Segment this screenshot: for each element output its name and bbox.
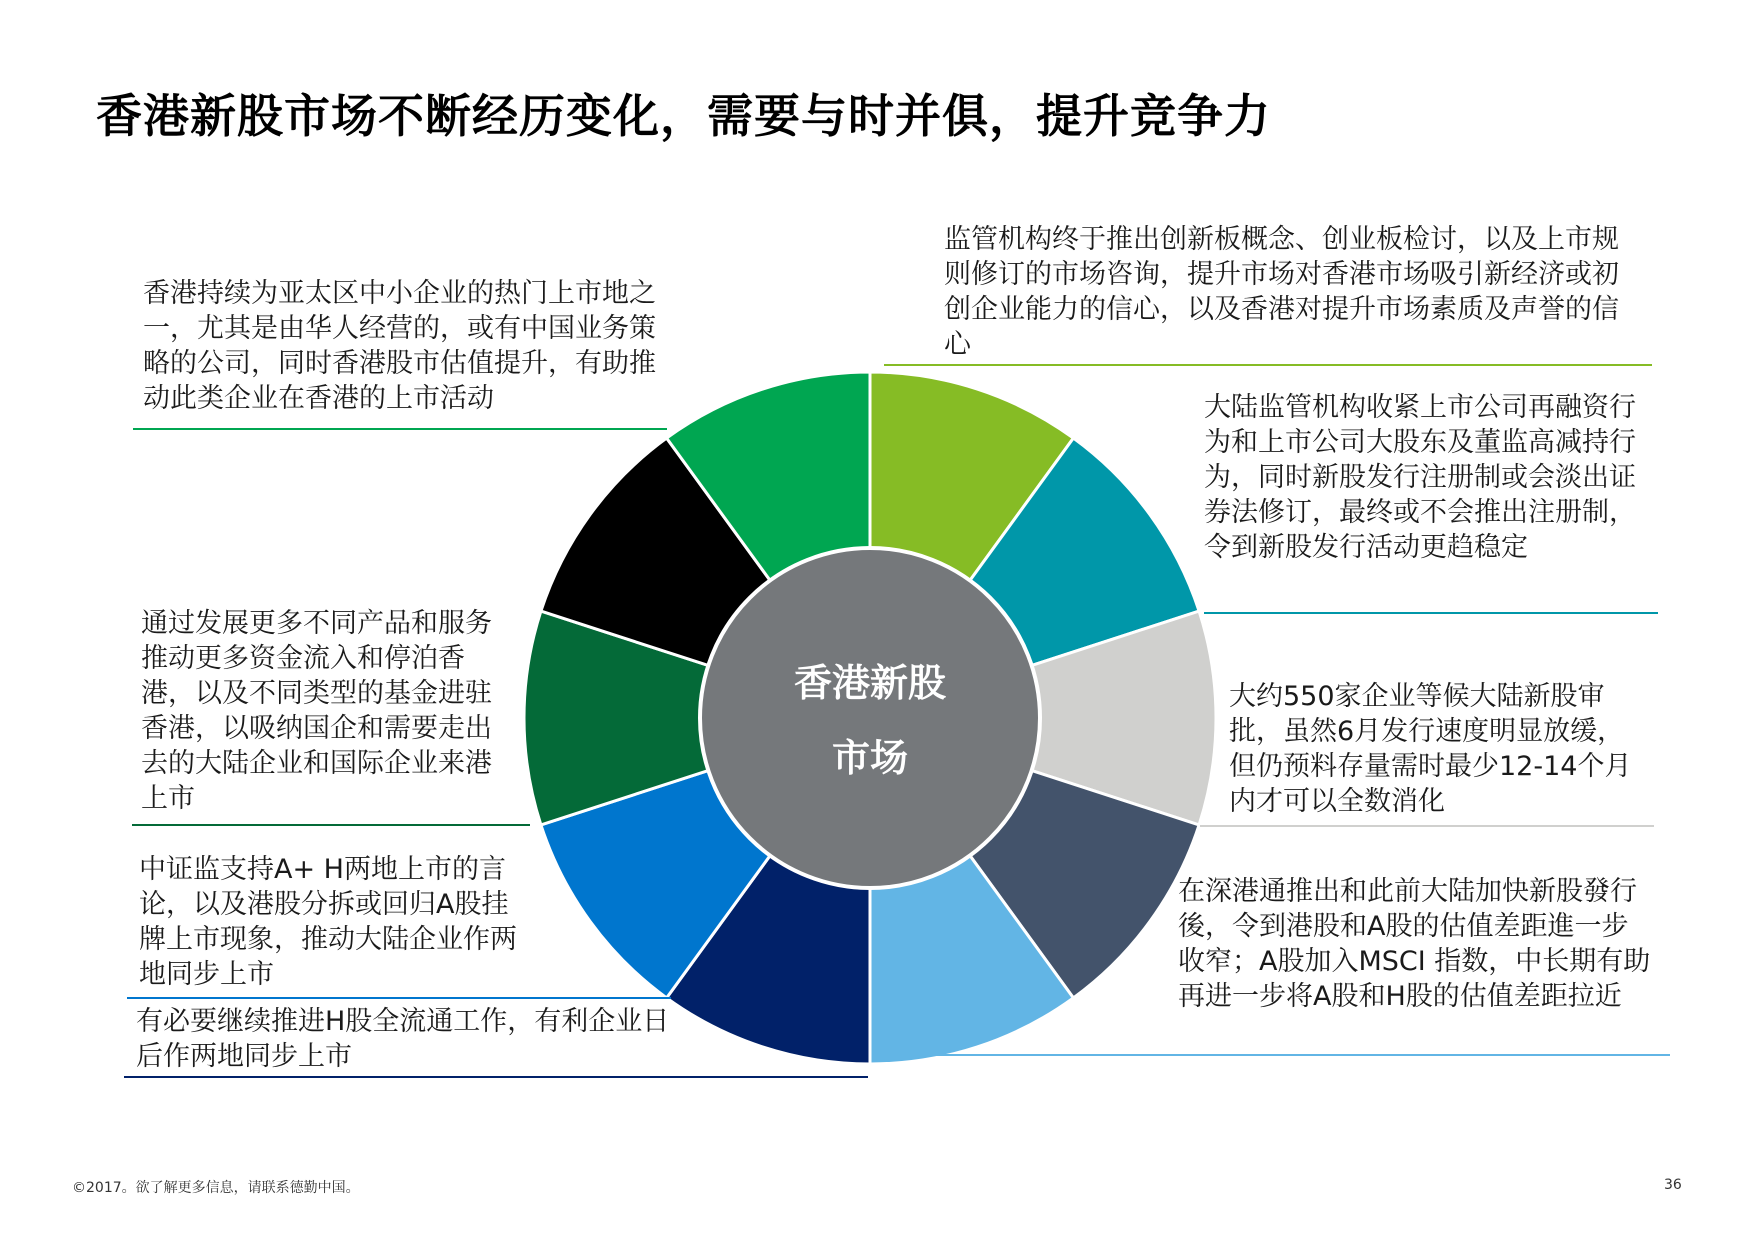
note-lower-left-rule xyxy=(127,997,671,999)
center-hub xyxy=(700,548,1040,888)
note-top-left-text: 香港持续为亚太区中小企业的热门上市地之一，尤其是由华人经营的，或有中国业务策略的公司，同时香港股市估值提升，有助推动此类企业在香港的上市活动 xyxy=(143,278,656,414)
note-bottom-right-rule xyxy=(884,1054,1670,1056)
note-top-right-rule xyxy=(884,364,1652,366)
note-bottom-left-rule xyxy=(124,1076,868,1078)
note-bottom-right xyxy=(1178,874,1652,1014)
page-title: 香港新股市场不断经历变化，需要与时并俱，提升竞争力 xyxy=(96,89,1271,143)
center-label-line1: 香港新股 xyxy=(793,661,946,705)
note-middle-left-text: 通过发展更多不同产品和服务推动更多资金流入和停泊香港，以及不同类型的基金进驻香港，以吸纳国企和需要走出去的大陆企业和国际企业来港上市 xyxy=(141,608,492,814)
note-bottom-left-text: 有必要继续推进H股全流通工作，有利企业日后作两地同步上市 xyxy=(136,1006,670,1072)
note-middle-left-rule xyxy=(132,824,530,826)
note-bottom-right-text: 在深港通推出和此前大陆加快新股發行後，令到港股和A股的估值差距進一步收窄；A股加入MSCI 指数，中长期有助再进一步将A股和H股的估值差距拉近 xyxy=(1178,876,1651,1012)
note-top-right-text: 监管机构终于推出创新板概念、创业板检讨，以及上市规则修订的市场咨询，提升市场对香港市场吸引新经济或初创企业能力的信心，以及香港对提升市场素质及声誉的信心 xyxy=(944,224,1619,360)
note-top-right xyxy=(944,222,1644,362)
note-top-left xyxy=(143,276,673,416)
note-middle-right-rule xyxy=(1200,825,1654,827)
page-number: 36 xyxy=(1664,1177,1682,1193)
note-middle-left xyxy=(141,606,509,816)
note-middle-right-text: 大约550家企业等候大陆新股审批，虽然6月发行速度明显放缓，但仍预料存量需时最少12-14个月内才可以全数消化 xyxy=(1229,681,1632,817)
note-lower-left-text: 中证监支持A+ H两地上市的言论，以及港股分拆或回归A股挂牌上市现象，推动大陆企业作两地同步上市 xyxy=(139,854,517,990)
note-upper-right-text: 大陆监管机构收紧上市公司再融资行为和上市公司大股东及董监高减持行为，同时新股发行注册制或会淡出证券法修订，最终或不会推出注册制，令到新股发行活动更趋稳定 xyxy=(1204,392,1636,563)
note-top-left-rule xyxy=(133,428,667,430)
footer-copyright: ©2017。欲了解更多信息，请联系德勤中国。 xyxy=(72,1180,360,1196)
note-lower-left xyxy=(139,852,531,992)
center-label-line2: 市场 xyxy=(831,736,908,780)
note-bottom-left xyxy=(136,1004,696,1074)
note-middle-right xyxy=(1229,679,1647,819)
note-upper-right xyxy=(1204,390,1644,565)
note-upper-right-rule xyxy=(1204,612,1658,614)
